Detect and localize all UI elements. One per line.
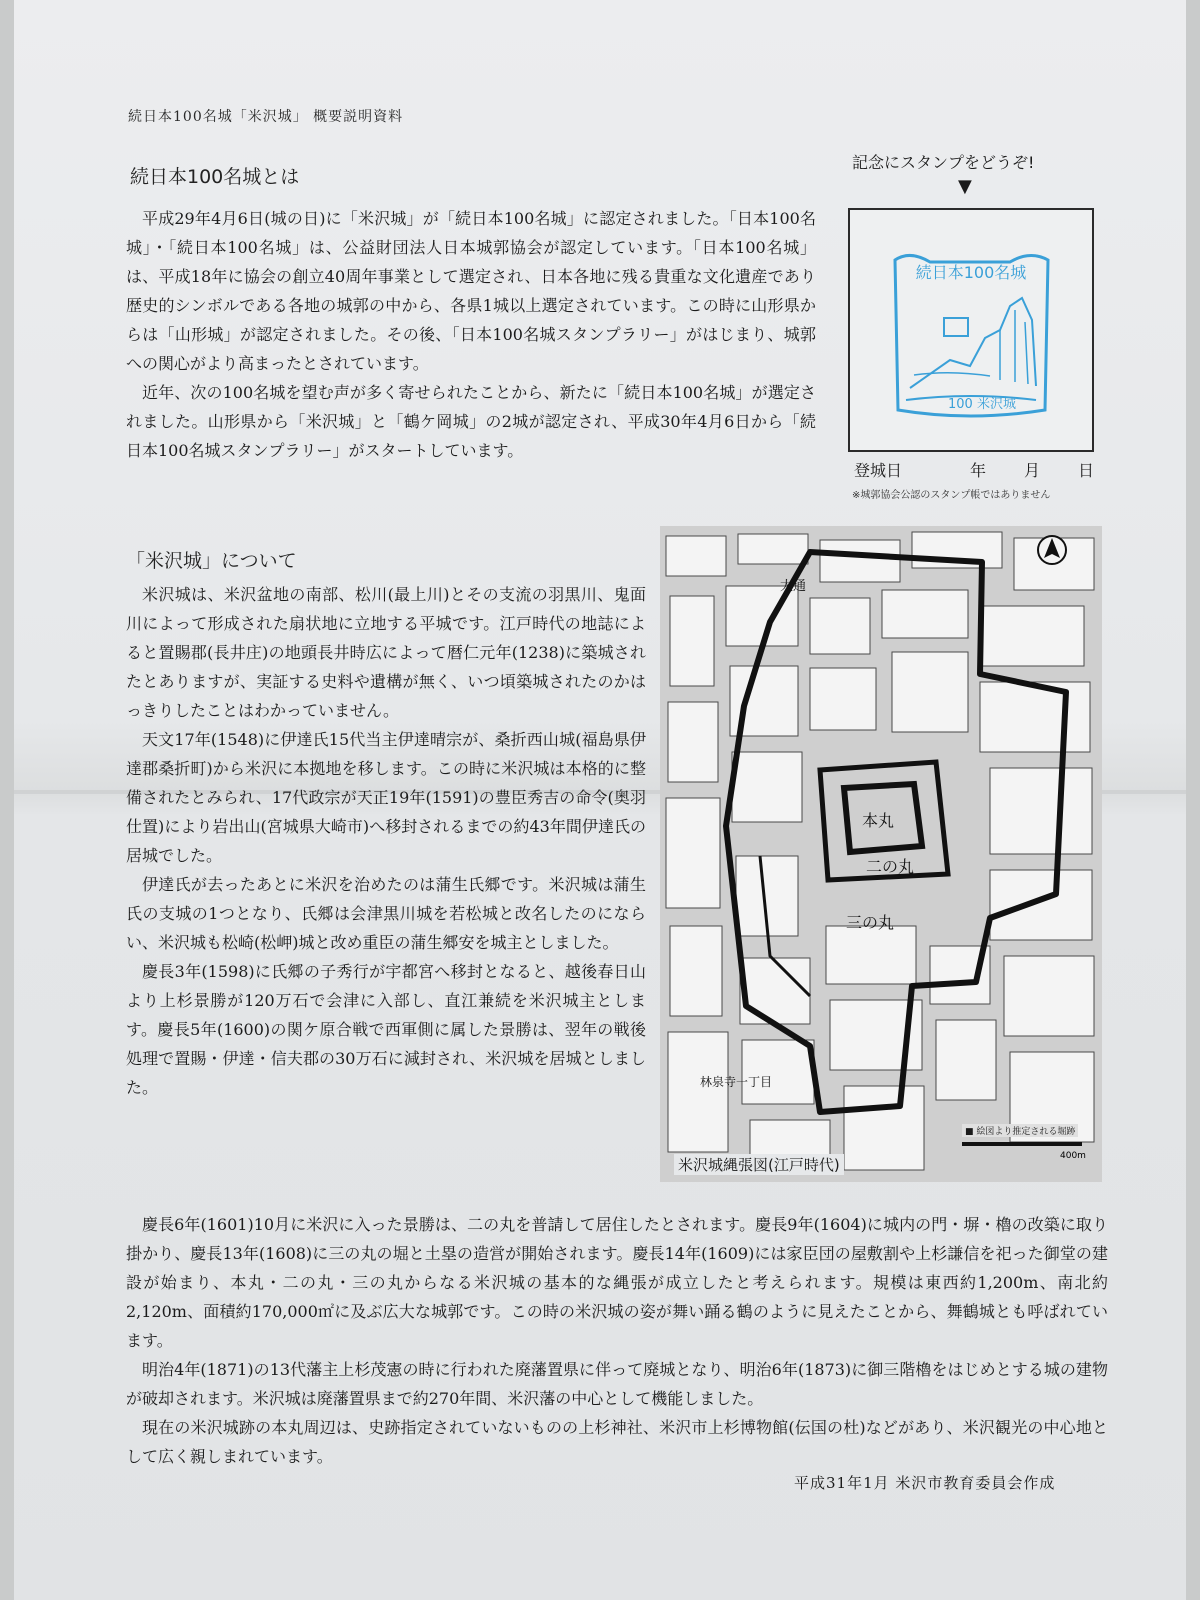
- history-text: [126, 1210, 1108, 1471]
- map-label-sannomaru: 三の丸: [846, 913, 895, 932]
- document-footer: 平成31年1月 米沢市教育委員会作成: [794, 1474, 1056, 1492]
- intro-section-title: 続日本100名城とは: [130, 166, 300, 188]
- map-caption: 米沢城縄張図(江戸時代): [674, 1154, 844, 1175]
- about-section-title: 「米沢城」について: [126, 550, 297, 572]
- about-text: [126, 580, 646, 1102]
- day-label: 日: [1077, 461, 1094, 480]
- map-legend: ■ 絵図より推定される堀跡: [962, 1124, 1078, 1137]
- history-paragraph: 明治4年(1871)の13代藩主上杉茂憲の時に行われた廃藩置県に伴って廃城となり、明治6年(1873)に御三階櫓をはじめとする城の建物が破却されます。米沢城は廃藩置県まで約270年間、米沢藩の中心として機能しました。: [126, 1360, 1108, 1408]
- history-paragraph: 慶長6年(1601)10月に米沢に入った景勝は、二の丸を普請して居住したとされます。慶長9年(1604)に城内の門・塀・櫓の改築に取り掛かり、慶長13年(1608)に三の丸の堀と土塁の造営が開始されます。慶長14年(1609)には家臣団の屋敷割や上杉謙信を祀った御堂の建設が始まり、本丸・二の丸・三の丸からなる米沢城の基本的な縄張が成立したと考えられます。規模は東西約1,200m、南北約2,120m、面積約170,000㎡に及ぶ広大な城郭です。この時の米沢城の姿が舞い踊る鶴のように見えたことから、舞鶴城とも呼ばれています。: [126, 1215, 1108, 1350]
- document-page: [14, 0, 1186, 1600]
- stamp-caption: 記念にスタンプをどうぞ!: [852, 153, 1035, 172]
- scale-label: 400m: [1060, 1151, 1086, 1161]
- intro-paragraph: 平成29年4月6日(城の日)に「米沢城」が「続日本100名城」に認定されました。「日本100名城」・「続日本100名城」は、公益財団法人日本城郭協会が認定しています。「日本100名城」は、平成18年に協会の創立40周年事業として選定され、日本各地に残る貴重な文化遺産であり歴史的シンボルである各地の城郭の中から、各県1城以上選定されています。この時に山形県からは「山形城」が認定されました。その後、「日本100名城スタンプラリー」がはじまり、城郭への関心がより高まったとされています。: [126, 209, 816, 373]
- map-label-ninomaru: 二の丸: [866, 857, 915, 876]
- stamp-note: ※城郭協会公認のスタンプ帳ではありません: [852, 490, 1051, 501]
- about-paragraph: 天文17年(1548)に伊達氏15代当主伊達晴宗が、桑折西山城(福島県伊達郡桑折町)から米沢に本拠地を移します。この時に米沢城は本格的に整備されたとみられ、17代政宗が天正19年(1591)の豊臣秀吉の命令(奥羽仕置)により岩出山(宮城県大崎市)へ移封されるまでの約43年間伊達氏の居城でした。: [126, 730, 646, 865]
- intro-paragraph: 近年、次の100名城を望む声が多く寄せられたことから、新たに「続日本100名城」が選定されました。山形県から「米沢城」と「鶴ケ岡城」の2城が認定され、平成30年4月6日から「続日本100名城スタンプラリー」がスタートしています。: [126, 383, 816, 460]
- map-label-rinsenji: 林泉寺一丁目: [700, 1075, 773, 1089]
- month-label: 月: [1023, 461, 1040, 480]
- about-paragraph: 伊達氏が去ったあとに米沢を治めたのは蒲生氏郷です。米沢城は蒲生氏の支城の1つとなり、氏郷は会津黒川城を若松城と改名したのにならい、米沢城も松崎(松岬)城と改め重臣の蒲生郷安を城主としました。: [126, 875, 646, 952]
- stamp-top-text: 続日本100名城: [915, 263, 1027, 282]
- map-label-honmaru: 本丸: [862, 811, 895, 830]
- history-paragraph: 現在の米沢城跡の本丸周辺は、史跡指定されていないものの上杉神社、米沢市上杉博物館(伝国の杜)などがあり、米沢観光の中心地として広く親しまれています。: [126, 1418, 1108, 1466]
- castle-stamp-icon: [850, 210, 1092, 450]
- visit-date-row: [854, 458, 1094, 481]
- visit-date-label: 登城日: [854, 461, 903, 480]
- stamp-bottom-text: 100 米沢城: [948, 397, 1016, 412]
- document-header: 続日本100名城「米沢城」 概要説明資料: [128, 109, 404, 125]
- stamp-box: [848, 208, 1094, 452]
- year-label: 年: [969, 461, 986, 480]
- castle-map-drawing: [660, 526, 1102, 1182]
- map-label-omachi: 大通: [780, 579, 807, 594]
- about-paragraph: 慶長3年(1598)に氏郷の子秀行が宇都宮へ移封となると、越後春日山より上杉景勝が120万石で会津に入部し、直江兼続を米沢城主とします。慶長5年(1600)の関ケ原合戦で西軍側に属した景勝は、翌年の戦後処理で置賜・伊達・信夫郡の30万石に減封され、米沢城を居城としました。: [126, 962, 646, 1097]
- intro-text: [126, 204, 816, 465]
- north-arrow-icon: [1038, 536, 1066, 564]
- about-paragraph: 米沢城は、米沢盆地の南部、松川(最上川)とその支流の羽黒川、鬼面川によって形成された扇状地に立地する平城です。江戸時代の地誌によると置賜郡(長井庄)の地頭長井時広によって暦仁元年(1238)に築城されたとありますが、実証する史料や遺構が無く、いつ頃築城されたのかはっきりしたことはわかっていません。: [126, 585, 646, 720]
- castle-map: [660, 526, 1102, 1182]
- down-arrow-icon: ▼: [958, 176, 972, 197]
